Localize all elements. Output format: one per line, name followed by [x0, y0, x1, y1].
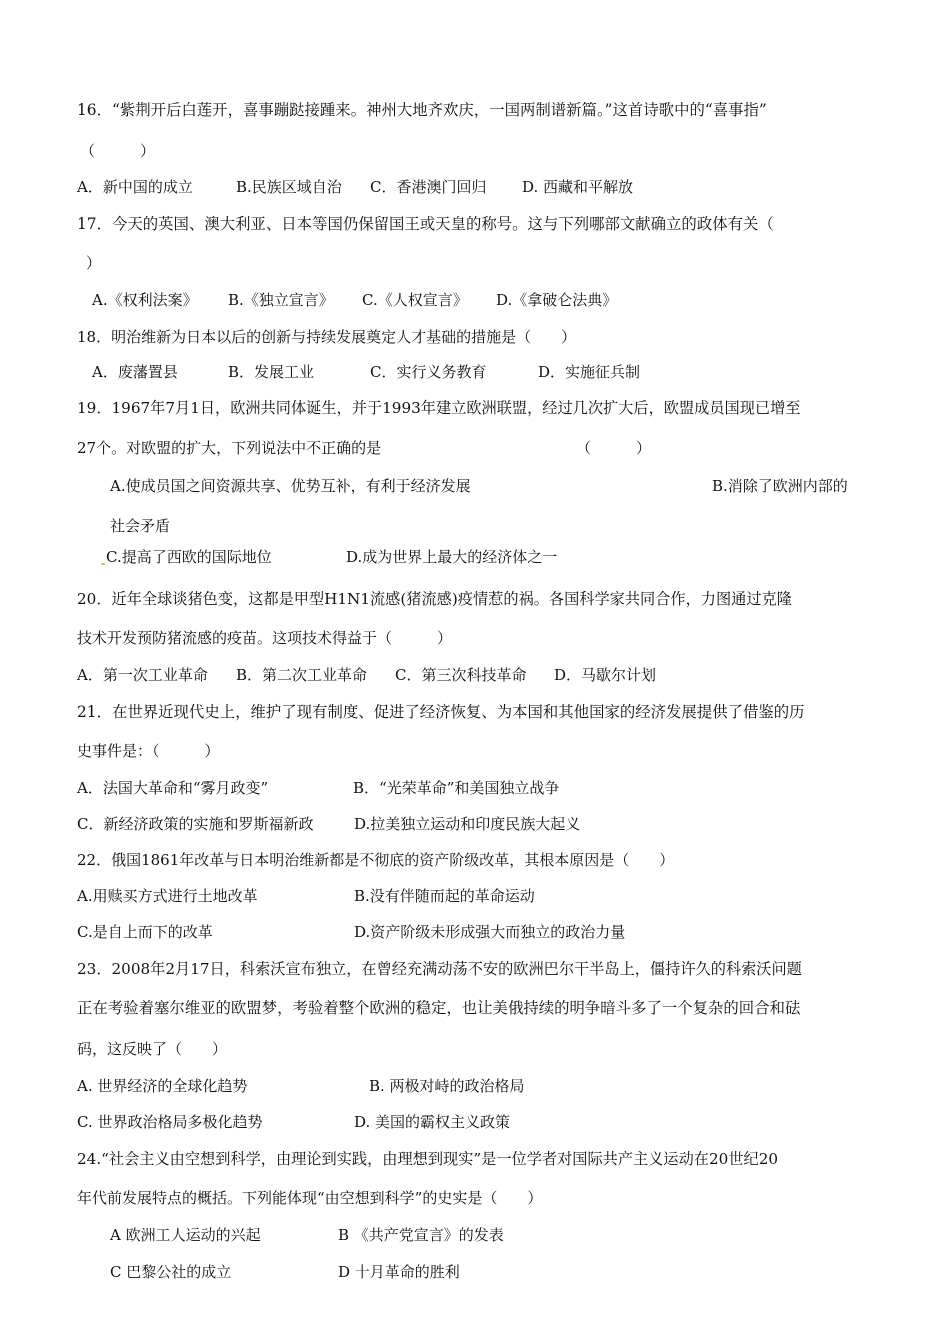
q16-option-a: A．新中国的成立 [77, 178, 193, 196]
q22-option-b: B.没有伴随而起的革命运动 [354, 887, 535, 905]
q20-option-a: A．第一次工业革命 [77, 666, 208, 684]
q19-option-c: C.提高了西欧的国际地位 [106, 548, 272, 566]
q24-option-b: B 《共产党宣言》的发表 [338, 1226, 504, 1244]
q21-option-a: A．法国大革命和“雾月政变” [77, 779, 269, 797]
q17-stem-line-2: ） [86, 254, 102, 272]
q17-stem-line-1: 17．今天的英国、澳大利亚、日本等国仍保留国王或天皇的称号。这与下列哪部文献确立的政体有关（ [77, 215, 774, 233]
q19-stem-line-2: 27个。对欧盟的扩大，下列说法中不正确的是 [77, 439, 382, 457]
q21-option-c: C．新经济政策的实施和罗斯福新政 [77, 815, 314, 833]
q20-stem-line-1: 20．近年全球谈猪色变，这都是甲型H1N1流感(猪流感)疫情惹的祸。各国科学家共同合作，力图通过克隆 [77, 590, 792, 608]
q24-stem-line-2: 年代前发展特点的概括。下列能体现“由空想到科学”的史实是（ ） [77, 1189, 543, 1207]
q18-option-a: A．废藩置县 [92, 363, 178, 381]
q18-stem-line-1: 18．明治维新为日本以后的创新与持续发展奠定人才基础的措施是（ ） [77, 328, 577, 346]
q22-option-d: D.资产阶级未形成强大而独立的政治力量 [354, 923, 626, 941]
q19-option-a: A.使成员国之间资源共享、优势互补，有利于经济发展 [110, 477, 471, 495]
q23-option-d: D. 美国的霸权主义政策 [354, 1113, 511, 1131]
q24-stem-line-1: 24.“社会主义由空想到科学，由理论到实践，由理想到现实”是一位学者对国际共产主义运动在20世纪20 [77, 1150, 779, 1168]
q22-option-c: C.是自上而下的改革 [77, 923, 213, 941]
scan-speck [101, 563, 105, 565]
q16-stem-line-2: （ ） [80, 142, 156, 160]
q23-stem-line-1: 23．2008年2月17日，科索沃宣布独立，在曾经充满动荡不安的欧洲巴尔干半岛上，僵持许久的科索沃问题 [77, 960, 802, 978]
q21-stem-line-1: 21．在世界近现代史上，维护了现有制度、促进了经济恢复、为本国和其他国家的经济发展提供了借鉴的历 [77, 703, 805, 721]
q23-option-c: C. 世界政治格局多极化趋势 [77, 1113, 263, 1131]
q17-option-b: B.《独立宣言》 [228, 291, 334, 309]
q19-option-b: B.消除了欧洲内部的 [712, 477, 848, 495]
q23-option-a: A. 世界经济的全球化趋势 [77, 1077, 248, 1095]
q18-option-b: B．发展工业 [228, 363, 315, 381]
q20-option-d: D．马歇尔计划 [554, 666, 657, 684]
q24-option-d: D 十月革命的胜利 [338, 1263, 460, 1281]
q22-stem-line-1: 22．俄国1861年改革与日本明治维新都是不彻底的资产阶级改革，其根本原因是（ ） [77, 851, 675, 869]
q24-option-c: C 巴黎公社的成立 [110, 1263, 232, 1281]
q16-option-b: B.民族区域自治 [236, 178, 342, 196]
q16-stem-line-1: 16．“紫荆开后白莲开，喜事蹦跶接踵来。神州大地齐欢庆，一国两制谱新篇。”这首诗歌中的“喜事指” [77, 101, 767, 119]
q20-option-c: C．第三次科技革命 [395, 666, 527, 684]
q16-option-d: D. 西藏和平解放 [522, 178, 634, 196]
q17-option-a: A.《权利法案》 [92, 291, 198, 309]
q21-option-b: B．“光荣革命”和美国独立战争 [353, 779, 560, 797]
q18-option-c: C．实行义务教育 [370, 363, 487, 381]
q23-option-b: B. 两极对峙的政治格局 [369, 1077, 525, 1095]
q19-stem-line-1: 19．1967年7月1日，欧洲共同体诞生，并于1993年建立欧洲联盟，经过几次扩大后，欧盟成员国现已增至 [77, 399, 801, 417]
q22-option-a: A.用赎买方式进行土地改革 [77, 887, 258, 905]
q24-option-a: A 欧洲工人运动的兴起 [110, 1226, 261, 1244]
q17-option-d: D.《拿破仑法典》 [496, 291, 618, 309]
q17-option-c: C.《人权宣言》 [362, 291, 468, 309]
q19-stem-blank: （ ） [576, 439, 652, 457]
q18-option-d: D．实施征兵制 [538, 363, 641, 381]
q23-stem-line-2: 正在考验着塞尔维亚的欧盟梦，考验着整个欧洲的稳定，也让美俄持续的明争暗斗多了一个复杂的回合和砝 [77, 999, 801, 1017]
q21-stem-line-2: 史事件是：（ ） [77, 742, 220, 760]
q23-stem-line-3: 码，这反映了（ ） [77, 1040, 228, 1058]
q20-option-b: B．第二次工业革命 [236, 666, 368, 684]
q20-stem-line-2: 技术开发预防猪流感的疫苗。这项技术得益于（ ） [77, 629, 453, 647]
q16-option-c: C．香港澳门回归 [370, 178, 487, 196]
q19-option-b-continued: 社会矛盾 [110, 517, 171, 535]
q19-option-d: D.成为世界上最大的经济体之一 [346, 548, 558, 566]
q21-option-d: D.拉美独立运动和印度民族大起义 [354, 815, 581, 833]
